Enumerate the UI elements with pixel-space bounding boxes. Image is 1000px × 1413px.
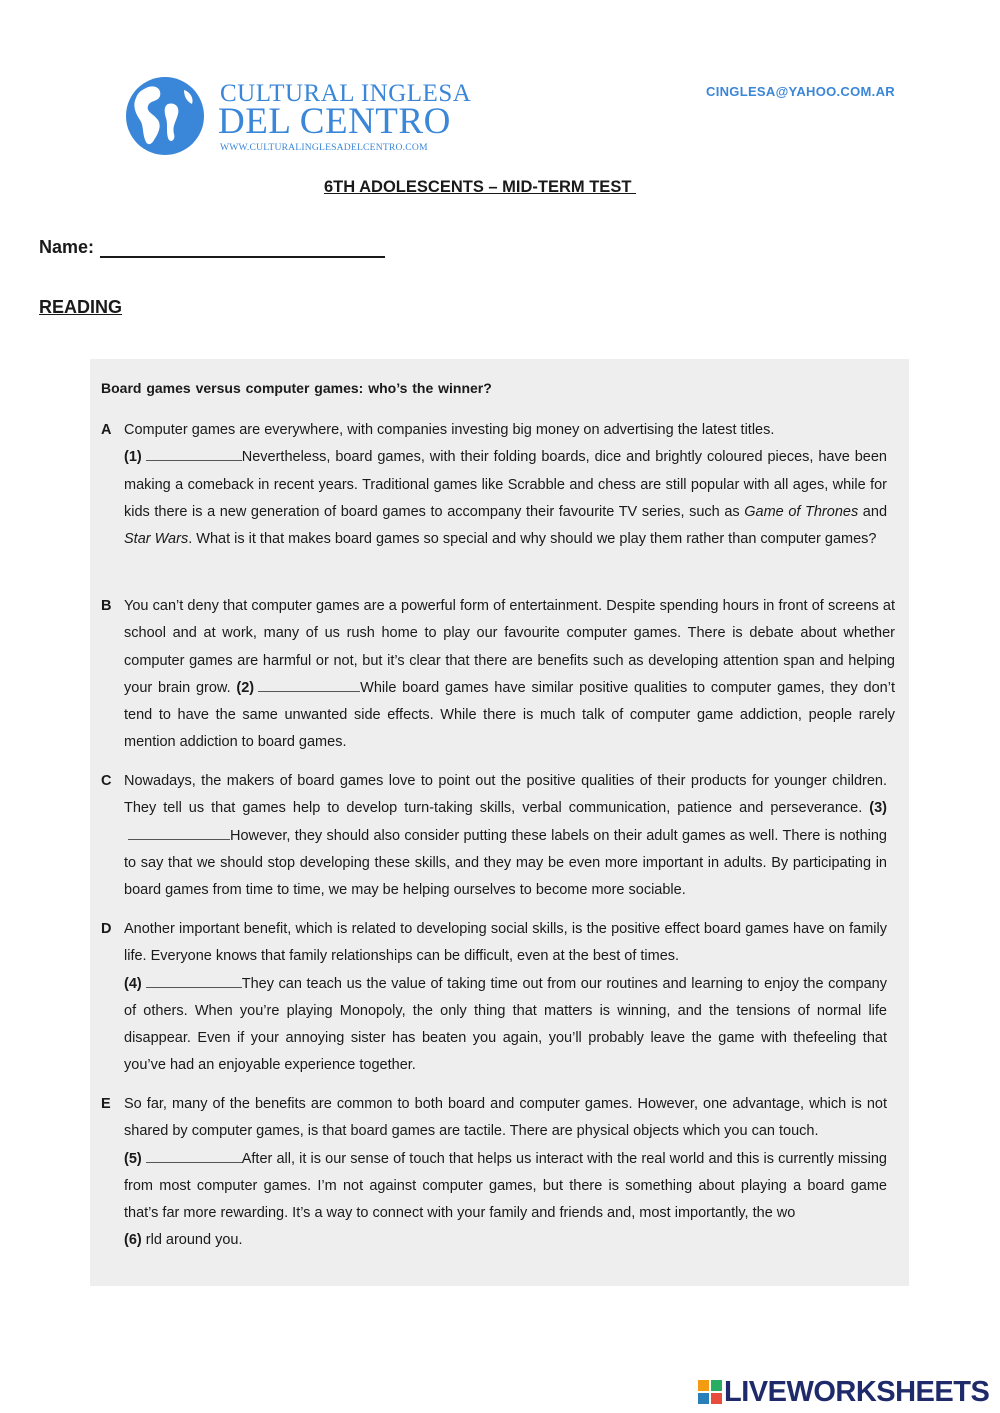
globe-icon	[124, 74, 206, 158]
gap-blank-5[interactable]	[146, 1147, 242, 1163]
paragraph-letter: D	[101, 921, 112, 937]
paragraph-text: So far, many of the benefits are common to both board and computer games. However, one advantage, which is not shared by computer games, is that board games are tactile. There are physical objects which you can touch.	[124, 1096, 887, 1140]
paragraph-b	[90, 593, 909, 757]
paragraph-e	[90, 1091, 909, 1255]
paragraph-d	[90, 916, 909, 1080]
brand-website: WWW.CULTURALINGLESADELCENTRO.COM	[220, 142, 428, 153]
article-title: Board games versus computer games: who’s the winner?	[101, 380, 492, 396]
brand-name-line2: DEL CENTRO	[218, 101, 451, 142]
section-heading: READING	[39, 297, 123, 317]
school-logo	[124, 74, 472, 160]
title-italic: Game of Thrones	[744, 503, 859, 520]
test-title: 6TH ADOLESCENTS – MID-TERM TEST	[324, 178, 636, 196]
gap-number: (5)	[124, 1150, 142, 1167]
paragraph-letter: A	[101, 422, 112, 438]
paragraph-text: While board games have similar positive qualities to computer games, they don’t tend to have the same unwanted side effects. While there is much talk of computer game addiction, people rarely mention addiction to board games.	[124, 679, 895, 751]
gap-blank-2[interactable]	[258, 676, 360, 692]
name-blank[interactable]	[100, 238, 385, 258]
liveworksheets-logo-icon	[698, 1380, 722, 1404]
gap-number: (2)	[236, 679, 255, 696]
gap-blank-4[interactable]	[146, 972, 242, 988]
gap-number: (1)	[124, 449, 142, 466]
title-italic: Star Wars	[124, 531, 189, 548]
reading-panel	[90, 359, 909, 1286]
contact-email: CINGLESA@YAHOO.COM.AR	[706, 84, 895, 99]
gap-number: (4)	[124, 975, 142, 992]
paragraph-text: Nowadays, the makers of board games love to point out the positive qualities of their products for younger children. They tell us that games help to develop turn-taking skills, verbal communication, patience and perseverance.	[124, 773, 887, 817]
liveworksheets-wordmark: LIVEWORKSHEETS	[724, 1376, 990, 1408]
paragraph-text: . What is it that makes board games so special and why should we play them rather than computer games?	[188, 531, 877, 548]
paragraph-a	[90, 417, 909, 553]
brand-name-line1: CULTURAL INGLESA	[220, 80, 472, 107]
paragraph-text: Another important benefit, which is related to developing social skills, is the positive effect board games have on family life. Everyone knows that family relationships can be difficult, even at the best of times.	[124, 921, 887, 965]
liveworksheets-brand	[698, 1376, 994, 1408]
paragraph-text: They can teach us the value of taking time out from our routines and learning to enjoy the company of others. When you’re playing Monopoly, the only thing that matters is winning, and the tensions of normal life disappear. Even if your annoying sister has beaten you again, you’ll probably leave the game with thefeeling that you’ve had an enjoyable experience together.	[124, 975, 887, 1074]
gap-number: (3)	[869, 800, 887, 817]
paragraph-text: and	[858, 503, 888, 520]
paragraph-letter: B	[101, 598, 112, 614]
name-field	[39, 237, 385, 258]
paragraph-text: rld around you.	[145, 1232, 243, 1249]
paragraph-text: After all, it is our sense of touch that helps us interact with the real world and this is currently missing from most computer games. I’m not against computer games, but there is something about playing a board game that’s far more rewarding. It’s a way to connect with your family and friends and, most importantly, the wo	[124, 1150, 887, 1222]
gap-blank-3[interactable]	[128, 824, 230, 840]
gap-number: (6)	[124, 1232, 142, 1249]
paragraph-c	[90, 768, 909, 904]
paragraph-letter: C	[101, 773, 112, 789]
paragraph-text: However, they should also consider putting these labels on their adult games as well. There is nothing to say that we should stop developing these skills, and they may be even more important in adults. By participating in board games from time to time, we may be helping ourselves to become more sociable.	[124, 827, 887, 899]
gap-blank-1[interactable]	[146, 445, 242, 461]
paragraph-letter: E	[101, 1096, 111, 1112]
paragraph-text: Computer games are everywhere, with companies investing big money on advertising the latest titles.	[124, 422, 775, 438]
paragraph-text: Nevertheless, board games, with their folding boards, dice and brightly coloured pieces, have been making a comeback in recent years. Traditional games like Scrabble and chess are still popular with all ages, while for kids there is a new generation of board games to accompany their favourite TV series, such as	[124, 449, 887, 520]
name-label: Name:	[39, 237, 95, 257]
paragraph-text: You can’t deny that computer games are a powerful form of entertainment. Despite spending hours in front of screens at school and at work, many of us rush home to play our favourite computer games. There is debate about whether computer games are harmful or not, but it’s clear that there are benefits such as developing attention span and helping your brain grow.	[124, 598, 895, 696]
